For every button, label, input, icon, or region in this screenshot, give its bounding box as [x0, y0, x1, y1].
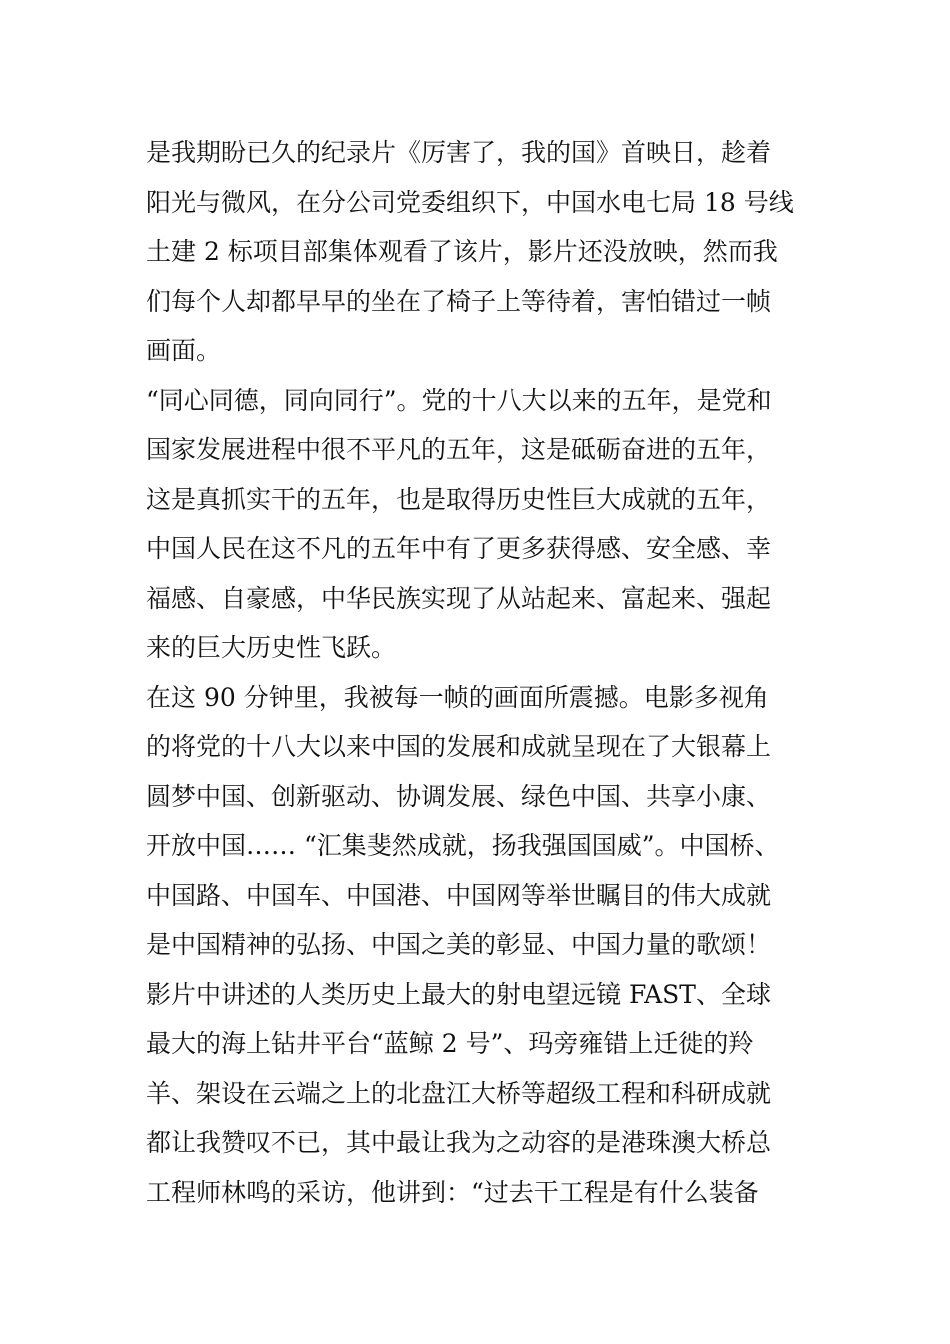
text-line: 来的巨大历史性飞跃。 — [146, 633, 397, 662]
text-line: 都让我赞叹不已，其中最让我为之动容的是港珠澳大桥总 — [146, 1128, 772, 1157]
text-line: 最大的海上钻井平台“蓝鲸 2 号”、玛旁雍错上迁徙的羚 — [146, 1029, 754, 1058]
text-line: 圆梦中国、创新驱动、协调发展、绿色中国、共享小康、 — [146, 781, 772, 811]
text-line: “同心同德，同向同行”。党的十八大以来的五年，是党和 — [146, 385, 772, 415]
body-text — [146, 128, 826, 1217]
text-line: 在这 90 分钟里，我被每一帧的画面所震撼。电影多视角 — [146, 682, 769, 712]
text-line: 福感、自豪感，中华民族实现了从站起来、富起来、强起 — [146, 583, 772, 613]
text-line: 这是真抓实干的五年，也是取得历史性巨大成就的五年， — [146, 484, 772, 514]
text-line: 阳光与微风，在分公司党委组织下，中国水电七局 18 号线 — [146, 187, 794, 217]
text-line: 画面。 — [146, 336, 222, 365]
text-line: 开放中国…… “汇集斐然成就，扬我强国国威”。中国桥、 — [146, 831, 780, 860]
text-line: 土建 2 标项目部集体观看了该片，影片还没放映，然而我 — [146, 237, 778, 266]
text-line: 是中国精神的弘扬、中国之美的彰显、中国力量的歌颂！ — [146, 930, 772, 959]
text-line: 中国人民在这不凡的五年中有了更多获得感、安全感、幸 — [146, 534, 772, 563]
text-line: 是我期盼已久的纪录片《厉害了，我的国》首映日，趁着 — [146, 138, 772, 167]
text-line: 国家发展进程中很不平凡的五年，这是砥砺奋进的五年， — [146, 435, 772, 464]
text-line: 的将党的十八大以来中国的发展和成就呈现在了大银幕上 — [146, 732, 772, 761]
text-line: 影片中讲述的人类历史上最大的射电望远镜 FAST、全球 — [146, 979, 771, 1009]
text-line: 羊、架设在云端之上的北盘江大桥等超级工程和科研成就 — [146, 1078, 772, 1108]
text-line: 工程师林鸣的采访，他讲到：“过去干工程是有什么装备 — [146, 1177, 759, 1207]
text-line: 们每个人却都早早的坐在了椅子上等待着，害怕错过一帧 — [146, 286, 772, 316]
text-line: 中国路、中国车、中国港、中国网等举世瞩目的伟大成就 — [146, 880, 772, 910]
